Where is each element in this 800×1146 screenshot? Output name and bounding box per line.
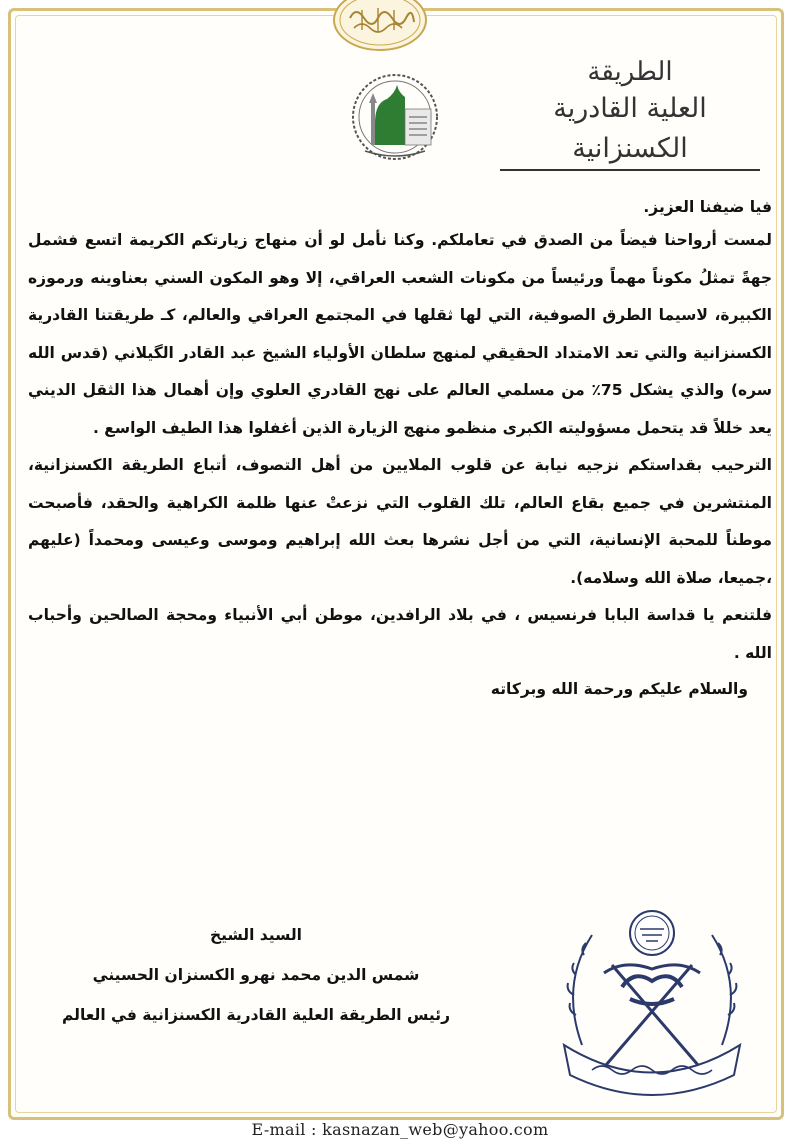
signature-block [36, 915, 476, 1035]
order-title-line2: العلية القادرية الكسنزانية [500, 89, 760, 171]
letter-paragraph-2: الترحيب بقداستكم نزجيه نيابة عن قلوب الملايين من أهل التصوف، أتباع الطريقة الكسنزانية، المنتشرين في جميع بقاع العالم، تلك القلوب التي نزعتْ عنها ظلمة الكراهية والحقد، فأصبحت موطناً للمحبة الإنسانية، التي من أجل نشرها بعث الله إبراهيم وموسى وعيسى ومحمداً (عليهم ،جميعا، صلاة الله وسلامه). [28, 456, 772, 587]
mosque-dome-logo-icon [345, 65, 445, 165]
order-title-line1: الطريقة [587, 57, 673, 87]
letter-paragraph-3: فلتنعم يا قداسة البابا فرنسيس ، في بلاد الرافدين، موطن أبي الأنبياء ومحجة الصالحين وأحباب الله . [28, 606, 772, 662]
letter-paragraph-1: لمست أرواحنا فيضاً من الصدق في تعاملكم. وكنا نأمل لو أن منهاج زيارتكم الكريمة اتسع فشمل جهةً تمثلُ مكوناً مهماً ورئيساً من مكونات الشعب العراقي، إلا وهو المكون السني بعناوينه ورموزه الكبيرة، لاسيما الطرق الصوفية، التي لها ثقلها في المجتمع العراقي والعالم، كـ طريقتنا القادرية الكسنزانية والتي تعد الامتداد الحقيقي لمنهج سلطان الأولياء الشيخ عبد القادر الگيلاني (قدس الله سره) والذي يشكل 75٪ من مسلمي العالم على نهج القادري العلوي وإن أهمال هذا الثقل الديني يعد خللاً قد يتحمل مسؤوليته الكبرى منظمو منهج الزيارة الذين أغفلوا هذا الطيف الواسع . [28, 231, 772, 437]
calligraphy-seal-icon [332, 0, 428, 52]
signature-name: شمس الدين محمد نهرو الكسنزان الحسيني [92, 966, 420, 984]
letter-body [28, 192, 772, 706]
letter-farewell: والسلام عليكم ورحمة الله وبركاته [490, 680, 748, 698]
order-title [500, 55, 760, 171]
kasnazani-emblem-icon [552, 895, 752, 1105]
letter-greeting: فيا ضيفنا العزيز. [643, 198, 772, 216]
signature-title: السيد الشيخ [210, 926, 302, 944]
signature-position: رئيس الطريقة العلية القادرية الكسنزانية في العالم [61, 1006, 450, 1024]
footer-email[interactable]: E-mail : kasnazan_web@yahoo.com [251, 1120, 549, 1139]
